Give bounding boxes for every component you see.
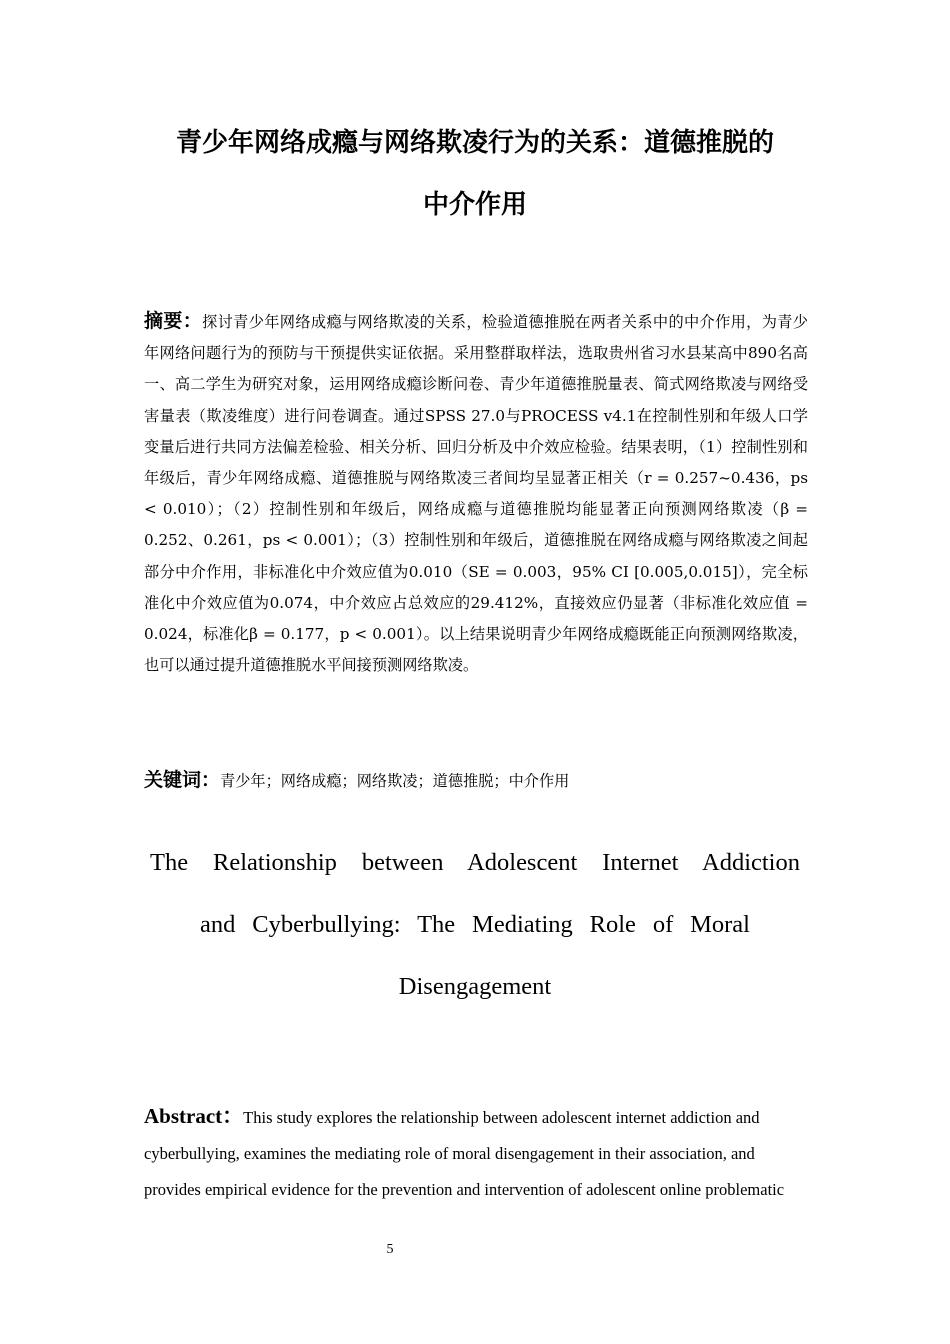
chinese-title-line-1: 青少年网络成瘾与网络欺凌行为的关系：道德推脱的 (175, 128, 774, 158)
chinese-title-line-2: 中介作用 (422, 190, 527, 220)
english-title-line-2: and Cyberbullying: The Mediating Role of Moral (200, 911, 750, 938)
english-title-line-3: Disengagement (398, 973, 552, 1000)
chinese-keywords-label: 关键词： (144, 769, 221, 791)
english-abstract (144, 1098, 808, 1208)
chinese-title (130, 112, 820, 236)
english-title-line-1: The Relationship between Adolescent Internet Addiction (150, 849, 800, 876)
english-abstract-label: Abstract： (144, 1104, 244, 1128)
chinese-keywords (144, 764, 808, 797)
english-title (150, 832, 800, 1018)
english-abstract-text: This study explores the relationship between adolescent internet addiction and cyberbullying, examines the mediating role of moral disengagement in their association, and provides empirical evidence for the prevention and intervention of adolescent online problematic (144, 1108, 785, 1199)
chinese-abstract (144, 306, 808, 681)
page-number: 5 (386, 1242, 394, 1257)
chinese-abstract-text: 探讨青少年网络成瘾与网络欺凌的关系，检验道德推脱在两者关系中的中介作用，为青少年网络问题行为的预防与干预提供实证依据。采用整群取样法，选取贵州省习水县某高中890名高一、高二学生为研究对象，运用网络成瘾诊断问卷、青少年道德推脱量表、简式网络欺凌与网络受害量表（欺凌维度）进行问卷调查。通过SPSS 27.0与PROCESS v4.1在控制性别和年级人口学变量后进行共同方法偏差检验、相关分析、回归分析及中介效应检验。结果表明，（1）控制性别和年级后，青少年网络成瘾、道德推脱与网络欺凌三者间均呈显著正相关（r = 0.257~0.436，ps < 0.010）；（2）控制性别和年级后，网络成瘾与道德推脱均能显著正向预测网络欺凌（β = 0.252、0.261，ps < 0.001）；（3）控制性别和年级后，道德推脱在网络成瘾与网络欺凌之间起部分中介作用，非标准化中介效应值为0.010（SE = 0.003，95% CI [0.005,0.015]），完全标准化中介效应值为0.074，中介效应占总效应的29.412%，直接效应仍显著（非标准化效应值 = 0.024，标准化β = 0.177，p < 0.001）。以上结果说明青少年网络成瘾既能正向预测网络欺凌，也可以通过提升道德推脱水平间接预测网络欺凌。 (144, 313, 808, 675)
chinese-keywords-text: 青少年；网络成瘾；网络欺凌；道德推脱；中介作用 (220, 772, 570, 790)
chinese-abstract-label: 摘要： (144, 310, 203, 332)
